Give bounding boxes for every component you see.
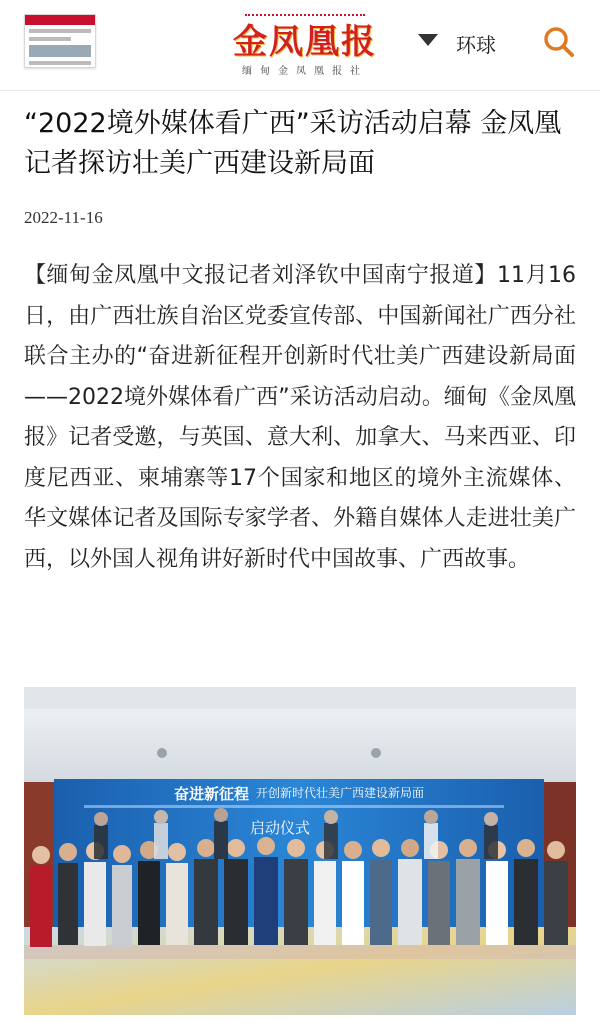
newspaper-thumbnail[interactable] — [24, 14, 96, 68]
chevron-down-icon[interactable] — [418, 34, 438, 48]
banner-ceremony: 启动仪式 — [250, 819, 311, 837]
banner-text: 开创新时代壮美广西建设新局面 — [256, 786, 425, 800]
logo-myanmar-text — [245, 14, 365, 22]
article-date: 2022-11-16 — [24, 208, 103, 227]
article-photo[interactable] — [24, 687, 576, 1015]
section-selector[interactable]: 环球 — [456, 33, 496, 57]
article-title: “2022境外媒体看广西”采访活动启幕 金凤凰记者探访壮美广西建设新局面 — [24, 108, 562, 179]
site-logo[interactable] — [224, 14, 386, 77]
search-icon[interactable] — [543, 26, 575, 58]
article-body — [24, 256, 576, 580]
app-header — [0, 0, 600, 91]
banner-main: 奋进新征程 — [174, 785, 250, 803]
logo-subtitle: 缅甸金凤凰报社 — [242, 66, 368, 77]
article-paragraph: 【缅甸金凤凰中文报记者刘泽钦中国南宁报道】11月16日，由广西壮族自治区党委宣传部、中国新闻社广西分社联合主办的“奋进新征程开创新时代壮美广西建设新局面——2022境外媒体看广西”采访活动启动。缅甸《金凤凰报》记者受邀，与英国、意大利、加拿大、马来西亚、印度尼西亚、柬埔寨等17个国家和地区的境外主流媒体、华文媒体记者及国际专家学者、外籍自媒体人走进壮美广西，以外国人视角讲好新时代中国故事、广西故事。 — [24, 263, 576, 572]
logo-title: 金凤凰报 — [233, 22, 377, 62]
